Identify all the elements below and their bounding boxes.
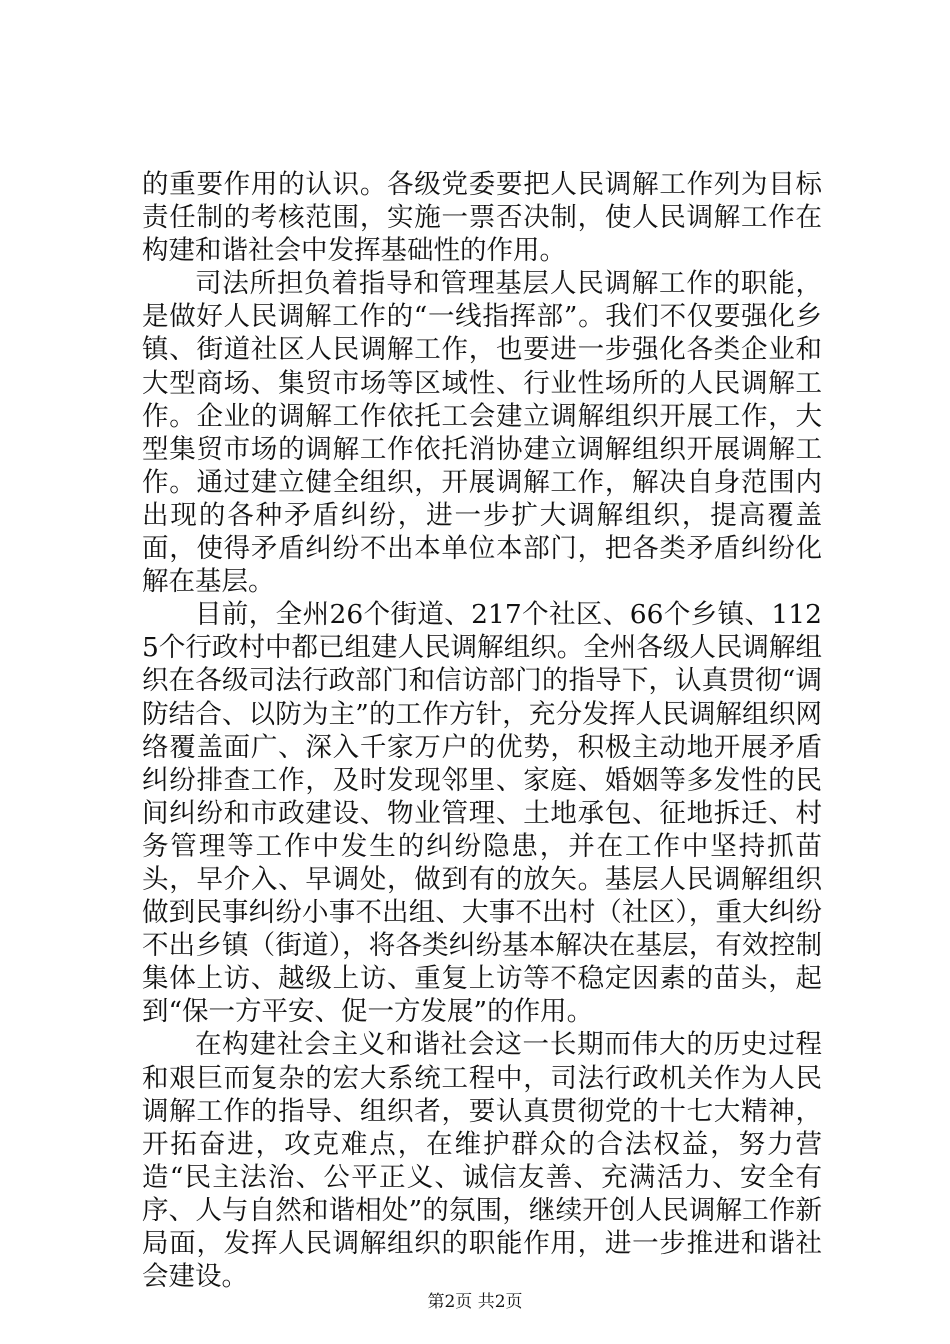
paragraph-continued: 的重要作用的认识。各级党委要把人民调解工作列为目标责任制的考核范围，实施一票否决制，使人民调解工作在构建和谐社会中发挥基础性的作用。 [142, 169, 822, 267]
paragraph-judicial-office: 司法所担负着指导和管理基层人民调解工作的职能，是做好人民调解工作的“一线指挥部”。我们不仅要强化乡镇、街道社区人民调解工作，也要进一步强化各类企业和大型商场、集贸市场等区域性、行业性场所的人民调解工作。企业的调解工作依托工会建立调解组织开展工作，大型集贸市场的调解工作依托消协建立调解组织开展调解工作。通过建立健全组织，开展调解工作，解决自身范围内出现的各种矛盾纠纷，进一步扩大调解组织，提高覆盖面，使得矛盾纠纷不出本单位本部门，把各类矛盾纠纷化解在基层。 [142, 268, 822, 598]
page-footer [0, 1291, 950, 1313]
paragraph-harmonious-society: 在构建社会主义和谐社会这一长期而伟大的历史过程和艰巨而复杂的宏大系统工程中，司法行政机关作为人民调解工作的指导、组织者，要认真贯彻党的十七大精神，开拓奋进，攻克难点，在维护群众的合法权益，努力营造“民主法治、公平正义、诚信友善、充满活力、安全有序、人与自然和谐相处”的氛围，继续开创人民调解工作新局面，发挥人民调解组织的职能作用，进一步推进和谐社会建设。 [142, 1029, 822, 1293]
document-body [142, 168, 822, 1293]
paragraph-current-status: 目前，全州26个街道、217个社区、66个乡镇、1125个行政村中都已组建人民调解组织。全州各级人民调解组织在各级司法行政部门和信访部门的指导下，认真贯彻“调防结合、以防为主”的工作方针，充分发挥人民调解组织网络覆盖面广、深入千家万户的优势，积极主动地开展矛盾纠纷排查工作，及时发现邻里、家庭、婚姻等多发性的民间纠纷和市政建设、物业管理、土地承包、征地拆迁、村务管理等工作中发生的纠纷隐患，并在工作中坚持抓苗头，早介入、早调处，做到有的放矢。基层人民调解组织做到民事纠纷小事不出组、大事不出村（社区），重大纠纷不出乡镇（街道），将各类纠纷基本解决在基层，有效控制集体上访、越级上访、重复上访等不稳定因素的苗头，起到“保一方平安、促一方发展”的作用。 [142, 599, 822, 1028]
page-number-label: 第2页 共2页 [427, 1292, 523, 1312]
